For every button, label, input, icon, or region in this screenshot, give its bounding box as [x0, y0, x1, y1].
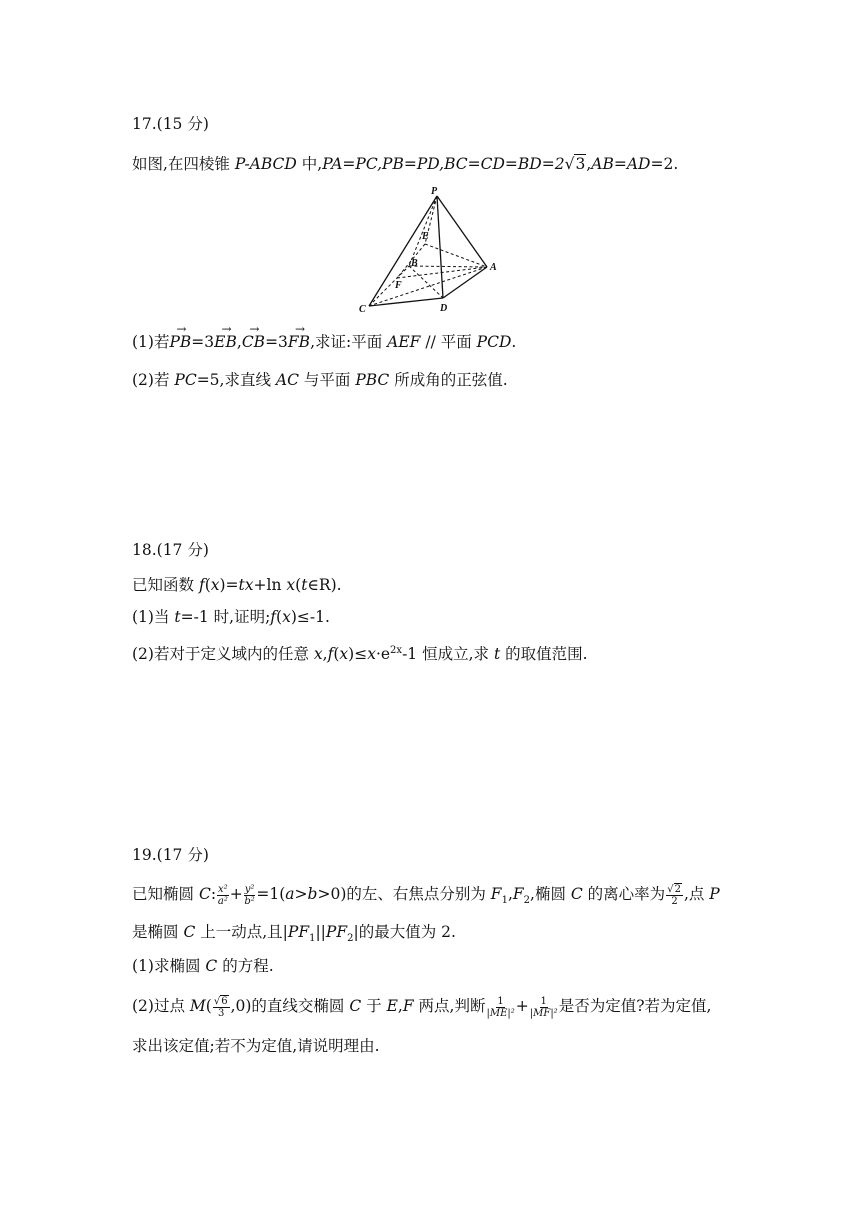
label-c: C [359, 304, 366, 315]
q18-part2: (2)若对于定义域内的任意 $x,f(x)\le x\cdot e^{2x}-1$ 恒成立,求 t 的取值范围. [132, 645, 588, 664]
q17-stem: 如图,在四棱锥 P-ABCD 中,PA=PC,PB=PD,BC=CD=BD=2√3,AB=AD=2. [132, 155, 679, 173]
edge-pa [437, 196, 487, 267]
edge-ba [409, 266, 487, 267]
pyramid-diagram [355, 184, 505, 316]
q17-stem-mid: 中, [296, 155, 323, 173]
edge-cb [369, 266, 409, 306]
edge-pc [369, 196, 437, 306]
edge-pd [437, 196, 443, 298]
fraction-x2-a2: $\frac{\text{x²}}{\text{a²}}$ [217, 883, 228, 907]
edge-da [443, 267, 487, 298]
q19-part2-line2: 求出该定值;若不为定值,请说明理由. [132, 1037, 380, 1055]
q17-stem-prefix: 如图,在四棱锥 [132, 155, 235, 173]
q17-part2: (2)若 PC=5,求直线 AC 与平面 PBC 所成角的正弦值. [132, 371, 508, 389]
label-a: A [490, 262, 497, 273]
label-d: D [440, 303, 448, 314]
fraction-sqrt2-over-2: $\frac{√2}{2}$ [667, 883, 681, 907]
edge-bd [409, 266, 443, 298]
vector-cb: → CB [242, 331, 265, 353]
q19-line2: 是椭圆 C 上一动点,且$|PF_1||PF_2|$的最大值为 2. [132, 923, 456, 945]
label-b: B [411, 258, 418, 269]
q19-part1: (1)求椭圆 C 的方程. [132, 957, 274, 975]
q19-stem: 已知椭圆 C: $\frac{\text{x²}}{\text{a²}}$ + $\frac{\text{y²}}{\text{b²}}$ =1(a>b>0)的左、右焦点分别为 $F_1,F_2$,椭圆 C 的离心率为 $\frac{√2}{2}$ ,点 P [132, 883, 720, 907]
vector-pb: → PB [169, 331, 191, 353]
fraction-sqrt6-over-3: $\frac{√6}{3}$ [213, 995, 228, 1019]
label-e: E [422, 231, 429, 242]
q17-ab-ad: AB=AD [591, 155, 651, 173]
q17-pyramid: P-ABCD [234, 155, 297, 173]
vector-eb: → EB [214, 331, 237, 353]
sqrt-three: √3 [564, 155, 586, 173]
fraction-1-over-mf2: $\frac{1}{\text{|MF|²}}$ [529, 995, 558, 1019]
fraction-y2-b2: $\frac{\text{y²}}{\text{b²}}$ [244, 883, 255, 907]
q17-header: 17.(15 分) [132, 115, 209, 133]
q17-part1: (1)若→ PB=3→ EB,→ CB=3→ FB,求证:平面 AEF // 平面 PCD. [132, 331, 516, 353]
pyramid-figure [355, 184, 505, 320]
q18-part1: (1)当 t=-1 时,证明;f(x)≤-1. [132, 608, 330, 626]
vector-fb: → FB [288, 331, 310, 353]
q18-stem: 已知函数 f(x)=tx+ln x(t∈R). [132, 576, 342, 594]
q19-header: 19.(17 分) [132, 846, 209, 864]
label-p: P [431, 186, 438, 197]
edge-ea [425, 244, 487, 267]
q19-part2: (2)过点 M( $\frac{√6}{3}$ ,0)的直线交椭圆 C 于 E,F 两点,判断 $\frac{1}{\text{|ME|²}}$ + $\frac{1}{\text{|MF|²}}$ 是否为定值?若为定值, [132, 995, 712, 1019]
label-f: F [395, 280, 402, 291]
q17-conditions: PA=PC,PB=PD,BC=CD=BD=2 [322, 155, 565, 173]
fraction-1-over-me2: $\frac{1}{\text{|ME|²}}$ [486, 995, 515, 1019]
q18-header: 18.(17 分) [132, 541, 209, 559]
